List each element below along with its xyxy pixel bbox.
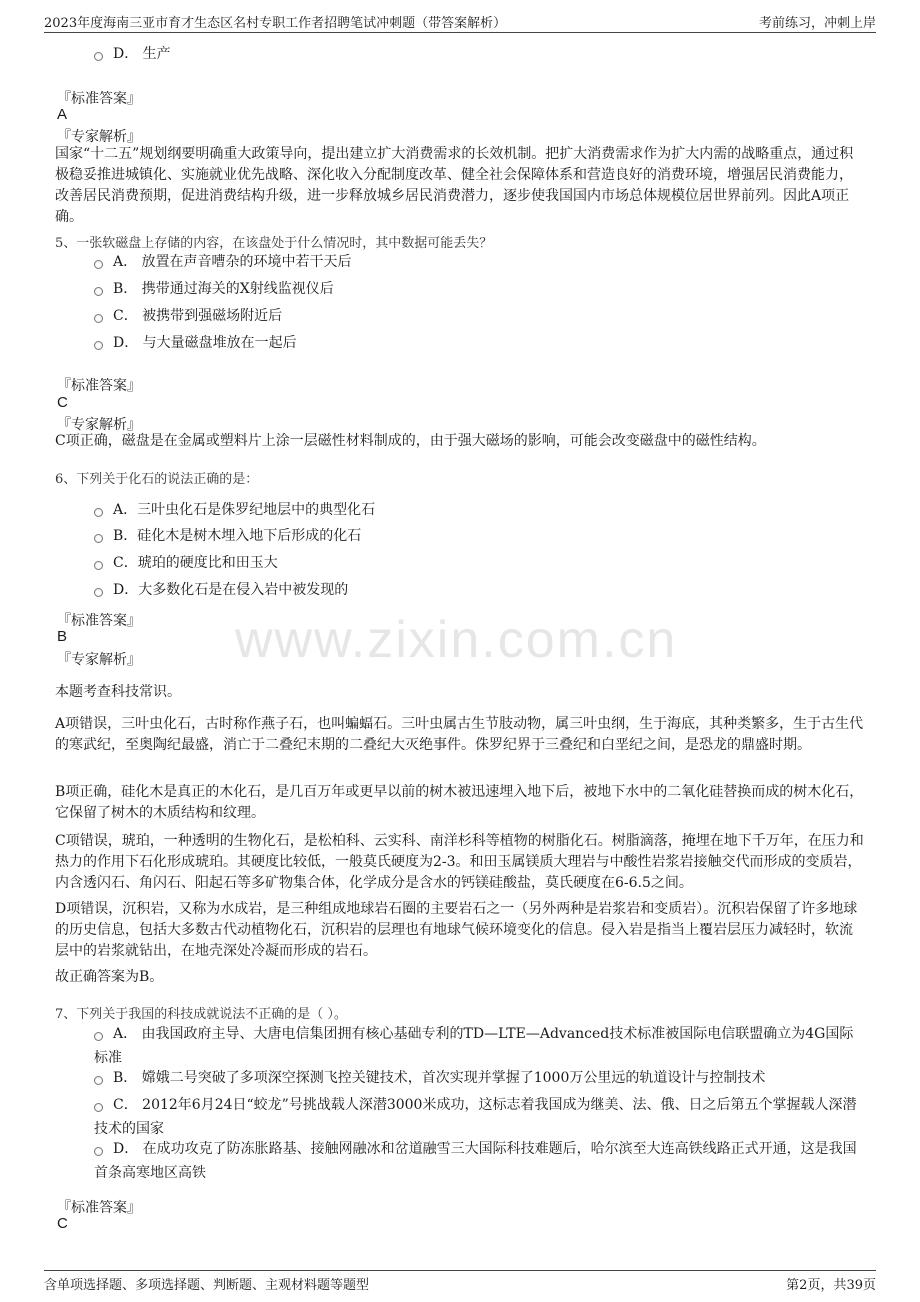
q4-option-d[interactable]: D． 生产 [94,42,864,66]
q7-option-c[interactable]: C． 2012年6月24日“蛟龙”号挑战载人深潜3000米成功，这标志着我国成为继美、法、俄、日之后第五个掌握载人深潜技术的国家 [94,1097,857,1137]
page-number: 第2页，共39页 [786,1278,876,1293]
q4-answer: A [57,106,68,123]
q5-stem: 5、一张软磁盘上存储的内容，在该盘处于什么情况时，其中数据可能丢失？ [55,236,493,251]
page-header [44,10,876,33]
q7-option-a[interactable]: A． 由我国政府主导、大唐电信集团拥有核心基础专利的TD—LTE—Advanced技术标准被国际电信联盟确立为4G国际标准 [94,1026,854,1066]
q5-option-a[interactable]: A． 放置在声音嘈杂的环境中若干天后 [94,250,864,274]
radio-icon[interactable] [94,287,103,296]
q6-analysis-b: B项正确，硅化木是真正的木化石，是几百万年或更早以前的树木被迅速埋入地下后，被地下水中的二氧化硅替换而成的树木化石，它保留了树木的木质结构和纹理。 [55,784,864,821]
q4-analysis-label: 『专家解析』 [57,129,141,145]
radio-icon[interactable] [94,341,103,350]
q5-option-d[interactable]: D． 与大量磁盘堆放在一起后 [94,331,864,355]
q6-analysis-label: 『专家解析』 [57,652,141,668]
radio-icon[interactable] [94,260,103,269]
q6-answer-label: 『标准答案』 [57,613,141,629]
q4-analysis: 国家“十二五”规划纲要明确重大政策导向，提出建立扩大消费需求的长效机制。把扩大消费需求作为扩大内需的战略重点，通过积极稳妥推进城镇化、实施就业优先战略、深化收入分配制度改革、健全社会保障体系和营造良好的消费环境，增强居民消费能力，改善居民消费预期，促进消费结构升级，进一步释放城乡居民消费潜力，逐步使我国国内市场总体规模位居世界前列。因此A项正确。 [55,146,854,225]
q6-conclusion: 故正确答案为B。 [55,969,164,985]
q5-analysis-label: 『专家解析』 [57,417,141,433]
document-title: 2023年度海南三亚市育才生态区名村专职工作者招聘笔试冲刺题（带答案解析） [44,16,507,31]
page-footer [44,1270,876,1295]
radio-icon[interactable] [94,1032,103,1041]
q7-answer: C [57,1215,68,1232]
radio-icon[interactable] [94,508,103,517]
q7-option-b[interactable]: B． 嫦娥二号突破了多项深空探测飞控关键技术，首次实现并掌握了1000万公里远的轨道设计与控制技术 [94,1066,864,1090]
q7-option-d[interactable]: D． 在成功攻克了防冻胀路基、接触网融冰和岔道融雪三大国际科技难题后，哈尔滨至大连高铁线路正式开通，这是我国首条高寒地区高铁 [94,1141,857,1181]
radio-icon[interactable] [94,1076,103,1085]
radio-icon[interactable] [94,1103,103,1112]
q6-option-b[interactable]: B．硅化木是树木埋入地下后形成的化石 [94,524,864,548]
q6-analysis-c: C项错误，琥珀，一种透明的生物化石，是松柏科、云实科、南洋杉科等植物的树脂化石。树脂滴落，掩埋在地下千万年，在压力和热力的作用下石化形成琥珀。其硬度比较低，一般莫氏硬度为2-3。和田玉属镁质大理岩与中酸性岩浆岩接触交代而形成的变质岩，内含透闪石、角闪石、阳起石等多矿物集合体，化学成分是含水的钙镁硅酸盐，莫氏硬度在6-6.5之间。 [55,833,864,891]
q6-analysis-intro: 本题考查科技常识。 [55,684,181,700]
question-types-note: 含单项选择题、多项选择题、判断题、主观材料题等题型 [44,1278,370,1293]
radio-icon[interactable] [94,314,103,323]
q5-answer: C [57,394,68,411]
q5-option-b[interactable]: B． 携带通过海关的X射线监视仪后 [94,277,864,301]
q6-option-c[interactable]: C．琥珀的硬度比和田玉大 [94,551,864,575]
watermark: www.zixin.com.cn [235,611,678,669]
q5-analysis: C项正确，磁盘是在金属或塑料片上涂一层磁性材料制成的，由于强大磁场的影响，可能会改变磁盘中的磁性结构。 [55,433,766,449]
q6-analysis-a: A项错误，三叶虫化石，古时称作燕子石，也叫蝙蝠石。三叶虫属古生节肢动物，属三叶虫纲，生于海底，其种类繁多，生于古生代的寒武纪，至奥陶纪最盛，消亡于二叠纪末期的二叠纪大灭绝事件。侏罗纪界于三叠纪和白垩纪之间，是恐龙的鼎盛时期。 [55,716,864,753]
q5-option-c[interactable]: C． 被携带到强磁场附近后 [94,304,864,328]
radio-icon[interactable] [94,1147,103,1156]
q7-answer-label: 『标准答案』 [57,1200,141,1216]
header-slogan: 考前练习，冲刺上岸 [758,16,876,31]
q6-answer: B [57,628,68,645]
radio-icon[interactable] [94,561,103,570]
q5-answer-label: 『标准答案』 [57,378,141,394]
q7-stem: 7、下列关于我国的科技成就说法不正确的是（ ）。 [55,1007,347,1022]
q6-analysis-d: D项错误，沉积岩，又称为水成岩，是三种组成地球岩石圈的主要岩石之一（另外两种是岩浆岩和变质岩）。沉积岩保留了许多地球的历史信息，包括大多数古代动植物化石，沉积岩的层理也有地球气候环境变化的信息。侵入岩是指当上覆岩层压力减轻时，软流层中的岩浆就钻出，在地壳深处冷凝而形成的岩石。 [55,901,858,959]
radio-icon[interactable] [94,588,103,597]
q6-option-d[interactable]: D．大多数化石是在侵入岩中被发现的 [94,578,864,602]
radio-icon[interactable] [94,52,103,61]
q6-stem: 6、下列关于化石的说法正确的是： [55,472,259,487]
radio-icon[interactable] [94,534,103,543]
q6-option-a[interactable]: A．三叶虫化石是侏罗纪地层中的典型化石 [94,498,864,522]
q4-answer-label: 『标准答案』 [57,91,141,107]
